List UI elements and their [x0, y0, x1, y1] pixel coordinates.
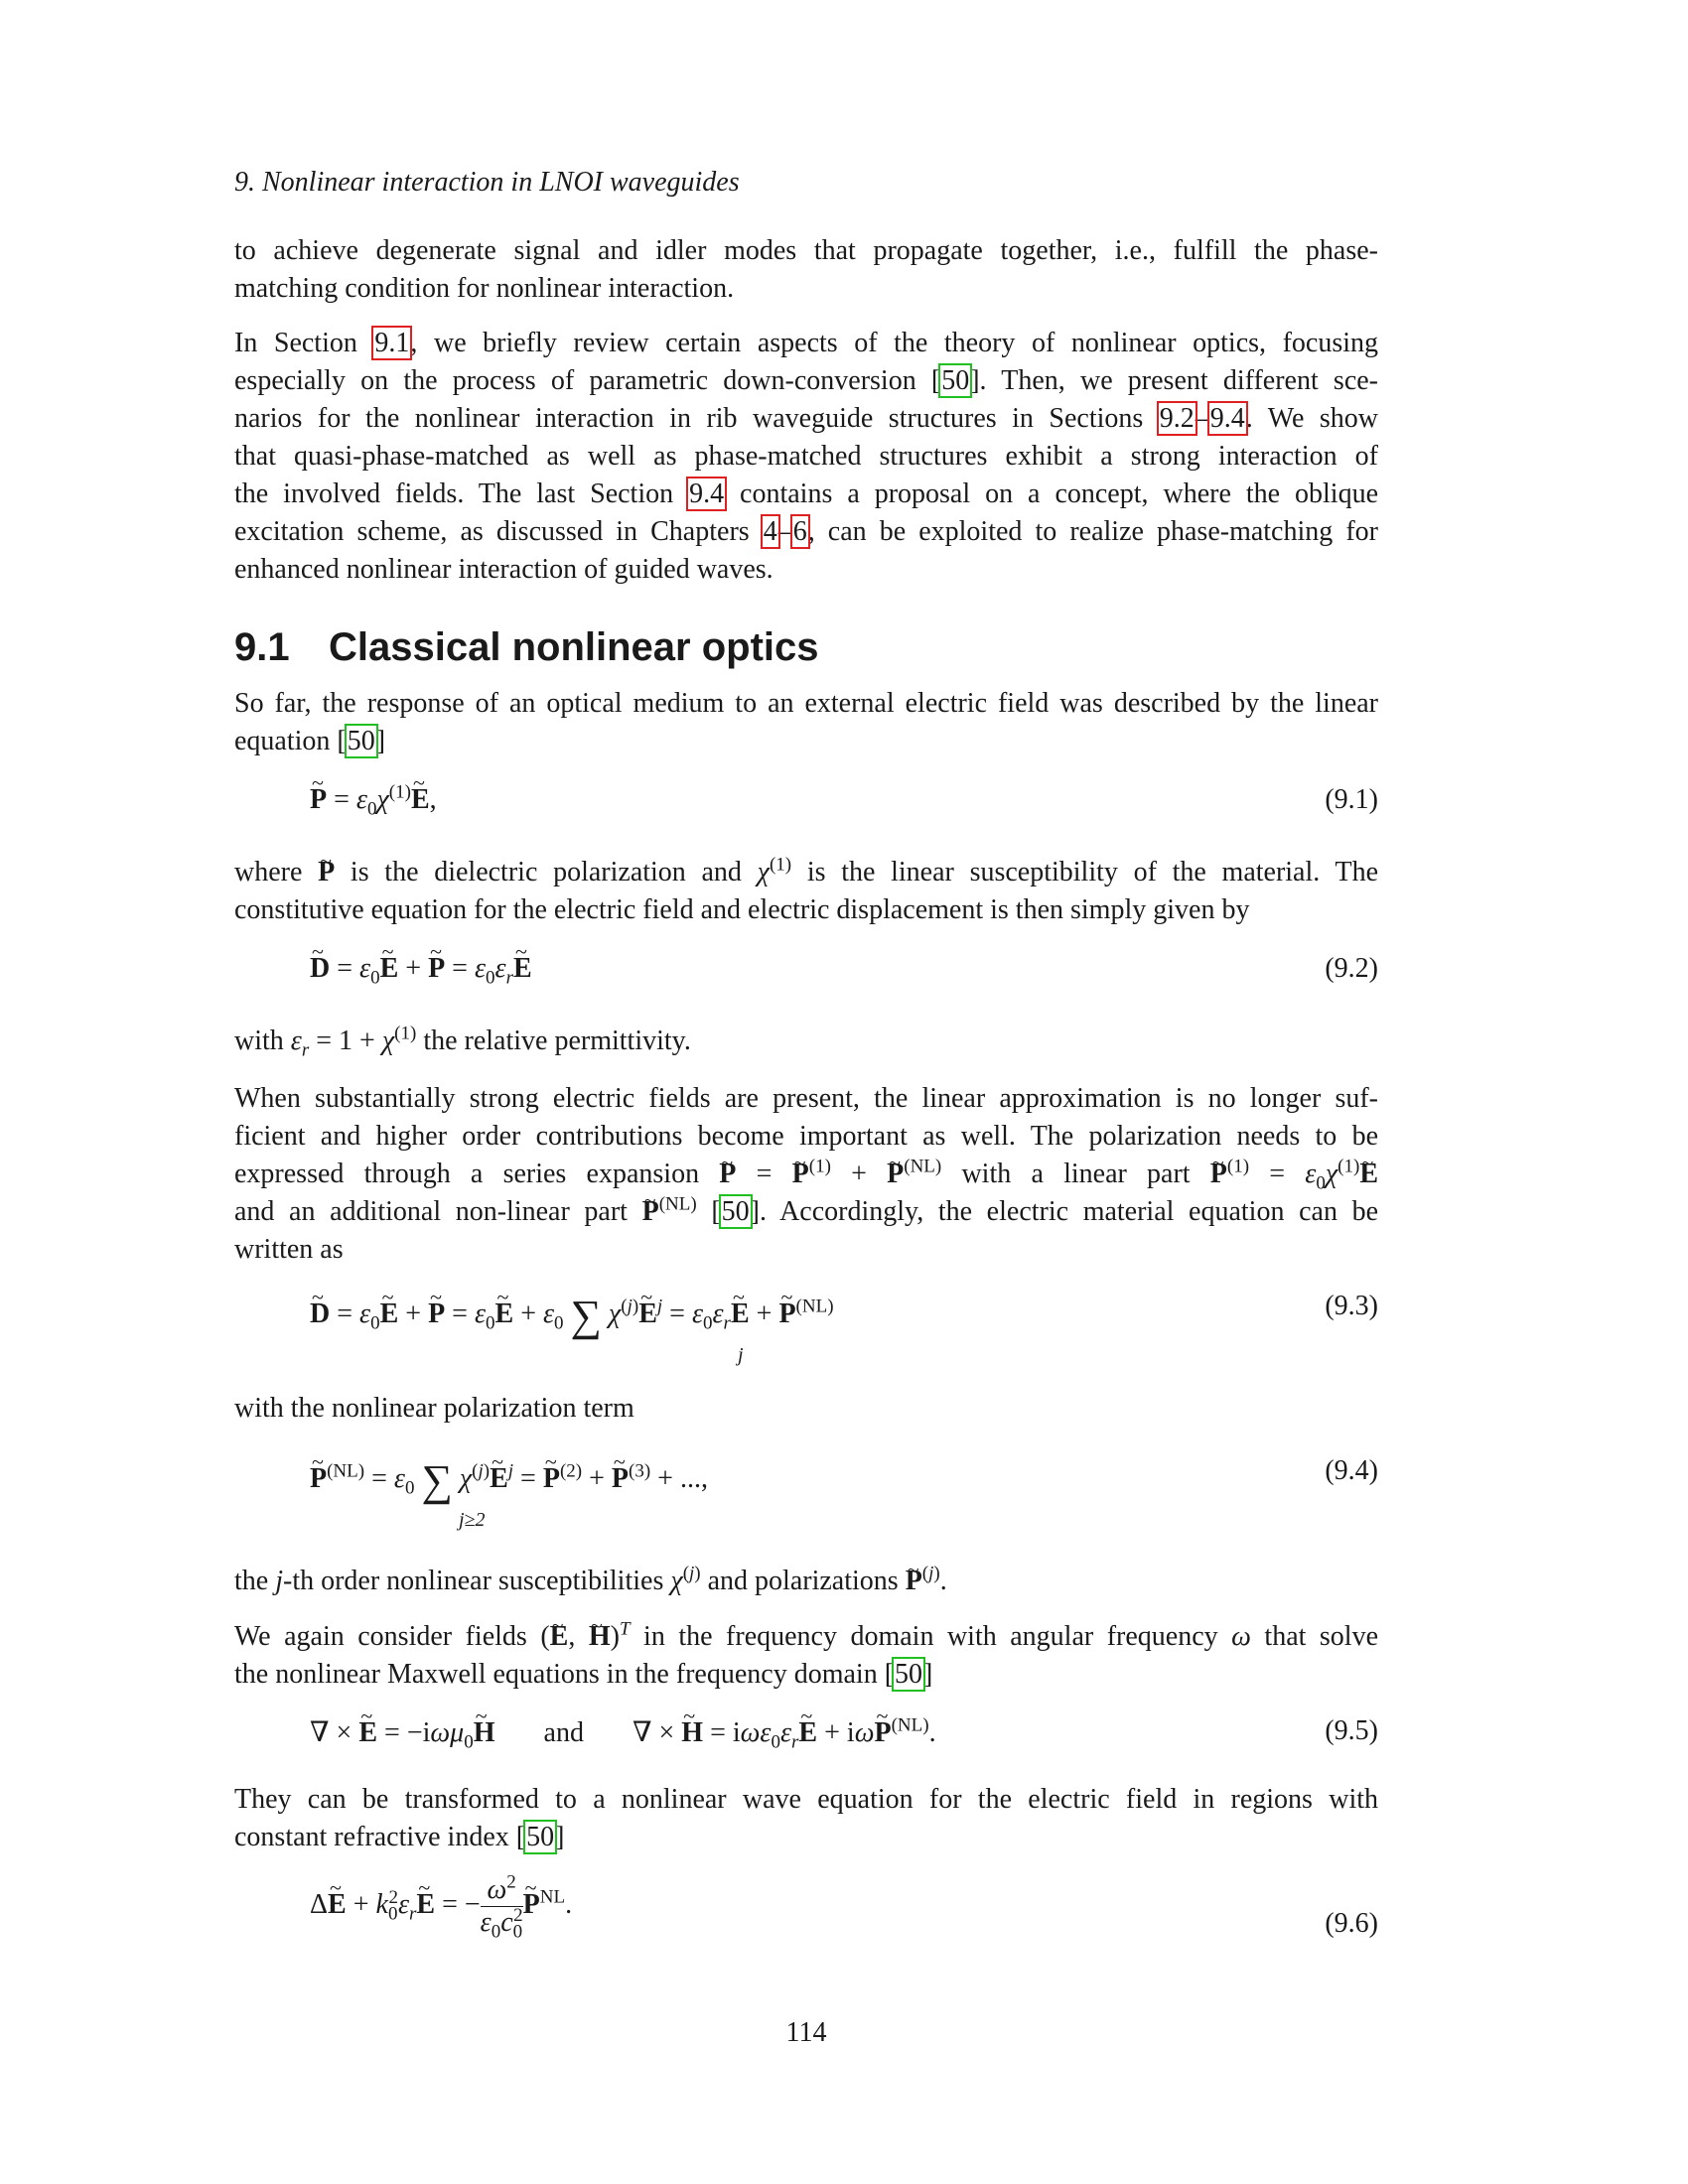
paragraph-higher-order [234, 1563, 1378, 1600]
text-line: and an additional non-linear part ~ $P^{(NL)}$ [50]. Accordingly, the electric material equation can be [234, 1193, 1378, 1231]
paragraph-overview [234, 325, 1378, 589]
text-line: written as [234, 1234, 344, 1265]
chapter-ref-link[interactable]: 4 [763, 516, 777, 547]
text-line: to achieve degenerate signal and idler modes that propagate together, i.e., fulfill the phase- [234, 235, 1378, 266]
text-line: So far, the response of an optical medium to an external electric field was described by the linear [234, 688, 1378, 719]
text-line: In Section 9.1, we briefly review certain aspects of the theory of nonlinear optics, focusing [234, 328, 1378, 358]
text-line: equation [50] [234, 726, 386, 756]
equation-number: (9.3) [1325, 1291, 1378, 1321]
paragraph-maxwell [234, 1618, 1378, 1694]
text-line: where ~ P is the dielectric polarization and $\chi^{(1)}$ is the linear susceptibility of the material. The [234, 854, 1378, 891]
equation-expression: ∇ × ~ E = −iωμ$_0$~ H and ∇ × ~ $H = i\omega\varepsilon_0\varepsilon_r\sim$ E + iω~ $P^{(NL)}$. [310, 1715, 936, 1749]
paragraph-linear-response [234, 685, 1378, 760]
equation-9-1 [310, 781, 1378, 844]
text-line: especially on the process of parametric down-conversion [50]. Then, we present different sce- [234, 365, 1379, 396]
text-line: the involved fields. The last Section 9.4 contains a proposal on a concept, where the oblique [234, 478, 1379, 509]
citation-link[interactable]: 50 [347, 726, 375, 756]
equation-expression: ~ $P^{(NL)} = \varepsilon_0$ ∑ $\chi^{(j)}\sim$ $E^j$ = ~ $P^{(2)}$ + ~ $P^{(3)}$ + ..., [310, 1455, 708, 1506]
text-line: that quasi-phase-matched as well as phase-matched structures exhibit a strong interaction of [234, 441, 1378, 472]
text-line: narios for the nonlinear interaction in rib waveguide structures in Sections 9.2–9.4. We show [234, 403, 1378, 434]
equation-9-4 [310, 1455, 1378, 1545]
paragraph-wave-equation [234, 1781, 1378, 1856]
text-line: constant refractive index [50] [234, 1822, 565, 1852]
equation-9-3 [310, 1291, 1378, 1380]
text-line: enhanced nonlinear interaction of guided waves. [234, 554, 774, 585]
section-title-text: Classical nonlinear optics [329, 625, 819, 669]
citation-link[interactable]: 50 [526, 1822, 555, 1852]
text-line: We again consider fields (~ E, ~ H)$^T$ in the frequency domain with angular frequency ω that solve [234, 1618, 1378, 1656]
chapter-ref-link[interactable]: 6 [792, 516, 807, 547]
equation-expression: Δ~ $E + k_0^2\varepsilon_r\sim$ E = − $\frac{\omega^2}{\varepsilon_0c_0^2}$ ~ $P^{NL}$. [310, 1874, 572, 1939]
section-number: 9.1 [234, 625, 290, 669]
paragraph-series-expansion [234, 1080, 1378, 1269]
page-number: 114 [785, 2017, 827, 2048]
text-line: ficient and higher order contributions become important as well. The polarization needs to be [234, 1121, 1378, 1152]
text-line: matching condition for nonlinear interaction. [234, 273, 735, 304]
citation-link[interactable]: 50 [895, 1659, 923, 1690]
document-page [234, 0, 1378, 2184]
section-ref-link[interactable]: 9.2 [1159, 403, 1195, 434]
paragraph-polarization [234, 854, 1378, 929]
section-heading [234, 625, 819, 670]
equation-number: (9.4) [1325, 1455, 1378, 1486]
text-line: When substantially strong electric fields are present, the linear approximation is no longer suf- [234, 1083, 1378, 1114]
citation-link[interactable]: 50 [941, 365, 970, 396]
text-line: excitation scheme, as discussed in Chapters 4–6, can be exploited to realize phase-matching for [234, 516, 1378, 547]
section-ref-link[interactable]: 9.4 [1209, 403, 1245, 434]
equation-9-5 [310, 1715, 1378, 1775]
section-ref-link[interactable]: 9.1 [374, 328, 410, 358]
summation-index: j≥2 [459, 1509, 486, 1531]
text-line: the j-th order nonlinear susceptibilities $\chi^{(j)}$ and polarizations ~ $P^{(j)}$. [234, 1563, 1378, 1600]
text-line: expressed through a series expansion ~ P = ~ $P^{(1)}$ + ~ $P^{(NL)}$ with a linear part ~ $P^{(1)}$ = $\varepsilon_0\chi^{(1)}\sim$ E [234, 1156, 1378, 1193]
citation-link[interactable]: 50 [721, 1196, 750, 1227]
paragraph-nonlinear-term [234, 1390, 1378, 1428]
equation-expression: ~ $P = \varepsilon_0\chi^{(1)}\sim$ E, [310, 784, 437, 816]
equation-expression: ~ $D = \varepsilon_0\sim$ E + ~ $P = \varepsilon_0\varepsilon_r\sim$ E [310, 953, 532, 985]
text-line: the nonlinear Maxwell equations in the frequency domain [50] [234, 1659, 933, 1690]
paragraph-permittivity [234, 1023, 1378, 1060]
equation-9-2 [310, 953, 1378, 1013]
running-head: 9. Nonlinear interaction in LNOI waveguides [234, 167, 740, 198]
text-line: with the nonlinear polarization term [234, 1393, 634, 1424]
equation-expression: ~ $D = \varepsilon_0\sim$ E + ~ $P = \varepsilon_0\sim$ $E + \varepsilon_0$ ∑ $\chi^{(j)}\sim$ $E^j$ = $\varepsilon_0\varepsilon_r\sim$ E + ~ $P^{(NL)}$ [310, 1291, 834, 1341]
equation-number: (9.1) [1325, 784, 1378, 815]
section-ref-link[interactable]: 9.4 [689, 478, 725, 509]
text-line: They can be transformed to a nonlinear wave equation for the electric field in regions with [234, 1784, 1378, 1815]
summation-index: j [738, 1344, 744, 1366]
paragraph-intro-continued [234, 232, 1378, 308]
equation-number: (9.6) [1325, 1908, 1378, 1939]
text-line: with $\varepsilon_r = 1 + \chi^{(1)}$ the relative permittivity. [234, 1023, 691, 1061]
text-line: constitutive equation for the electric field and electric displacement is then simply given by [234, 894, 1250, 925]
equation-number: (9.2) [1325, 953, 1378, 984]
equation-number: (9.5) [1325, 1715, 1378, 1746]
equation-9-6 [310, 1871, 1378, 1983]
